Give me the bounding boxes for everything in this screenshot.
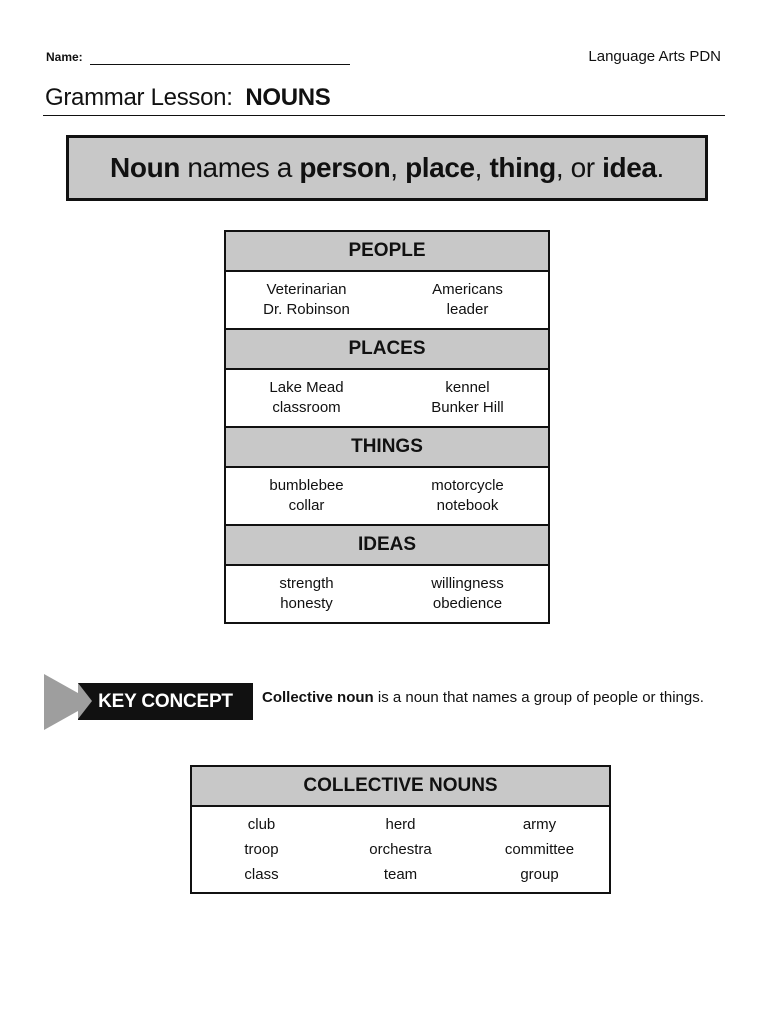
category-column (387, 574, 548, 614)
def-part: , (474, 152, 490, 183)
category-body-people (226, 272, 548, 330)
collective-noun: committee (504, 841, 575, 858)
noun-example: bumblebee (269, 477, 344, 494)
category-column (226, 574, 387, 614)
def-part: names a (179, 152, 300, 183)
def-word-thing: thing (489, 152, 556, 183)
collective-noun: herd (385, 816, 416, 833)
noun-example: strength (279, 575, 334, 592)
noun-example: motorcycle (431, 477, 504, 494)
collective-noun: troop (244, 841, 279, 858)
category-body-things (226, 468, 548, 526)
lesson-topic: NOUNS (245, 84, 331, 111)
category-column (387, 280, 548, 320)
key-concept-term: Collective noun (262, 689, 374, 706)
category-column (226, 280, 387, 320)
noun-categories-table (224, 230, 550, 624)
category-header-places: PLACES (226, 330, 548, 370)
key-concept-text: is a noun that names a group of people or things. (373, 689, 704, 706)
header-rule (43, 115, 725, 116)
subject-label: Language Arts PDN (588, 48, 721, 65)
key-concept-badge (78, 683, 253, 720)
noun-example: kennel (445, 379, 490, 396)
lesson-prefix: Grammar Lesson: (45, 84, 233, 111)
category-column (226, 378, 387, 418)
key-concept-notch-icon (78, 683, 92, 719)
noun-example: classroom (272, 399, 341, 416)
def-part: , (390, 152, 406, 183)
category-body-places (226, 370, 548, 428)
noun-example: Dr. Robinson (263, 301, 350, 318)
noun-example: willingness (431, 575, 504, 592)
collective-noun: class (244, 866, 279, 883)
def-part: . (656, 152, 664, 183)
noun-example: leader (446, 301, 489, 318)
category-header-ideas: IDEAS (226, 526, 548, 566)
def-word-place: place (405, 152, 475, 183)
collective-nouns-body (192, 807, 609, 892)
collective-noun: orchestra (369, 841, 432, 858)
name-label: Name: (46, 50, 83, 64)
collective-column (192, 812, 331, 887)
key-concept-definition (262, 689, 704, 706)
collective-noun: team (383, 866, 418, 883)
name-blank-line (90, 64, 350, 65)
def-word-idea: idea (602, 152, 657, 183)
noun-example: notebook (436, 497, 499, 514)
definition-box (66, 135, 708, 201)
category-column (387, 476, 548, 516)
category-header-things: THINGS (226, 428, 548, 468)
key-concept-label: KEY CONCEPT (98, 690, 233, 712)
category-header-people: PEOPLE (226, 232, 548, 272)
noun-example: collar (288, 497, 325, 514)
noun-example: Veterinarian (266, 281, 347, 298)
noun-example: honesty (280, 595, 333, 612)
collective-noun: group (520, 866, 559, 883)
collective-noun: club (247, 816, 276, 833)
collective-nouns-header: COLLECTIVE NOUNS (192, 767, 609, 807)
noun-example: Lake Mead (269, 379, 344, 396)
category-column (387, 378, 548, 418)
collective-nouns-table (190, 765, 611, 894)
category-column (226, 476, 387, 516)
noun-example: Bunker Hill (431, 399, 504, 416)
collective-column (331, 812, 470, 887)
noun-example: obedience (432, 595, 503, 612)
def-word-noun: Noun (110, 152, 180, 183)
category-body-ideas (226, 566, 548, 624)
def-word-person: person (299, 152, 391, 183)
def-part: , or (555, 152, 603, 183)
definition-text (110, 152, 664, 184)
collective-noun: army (522, 816, 557, 833)
noun-example: Americans (432, 281, 503, 298)
lesson-title (45, 84, 331, 112)
collective-column (470, 812, 609, 887)
